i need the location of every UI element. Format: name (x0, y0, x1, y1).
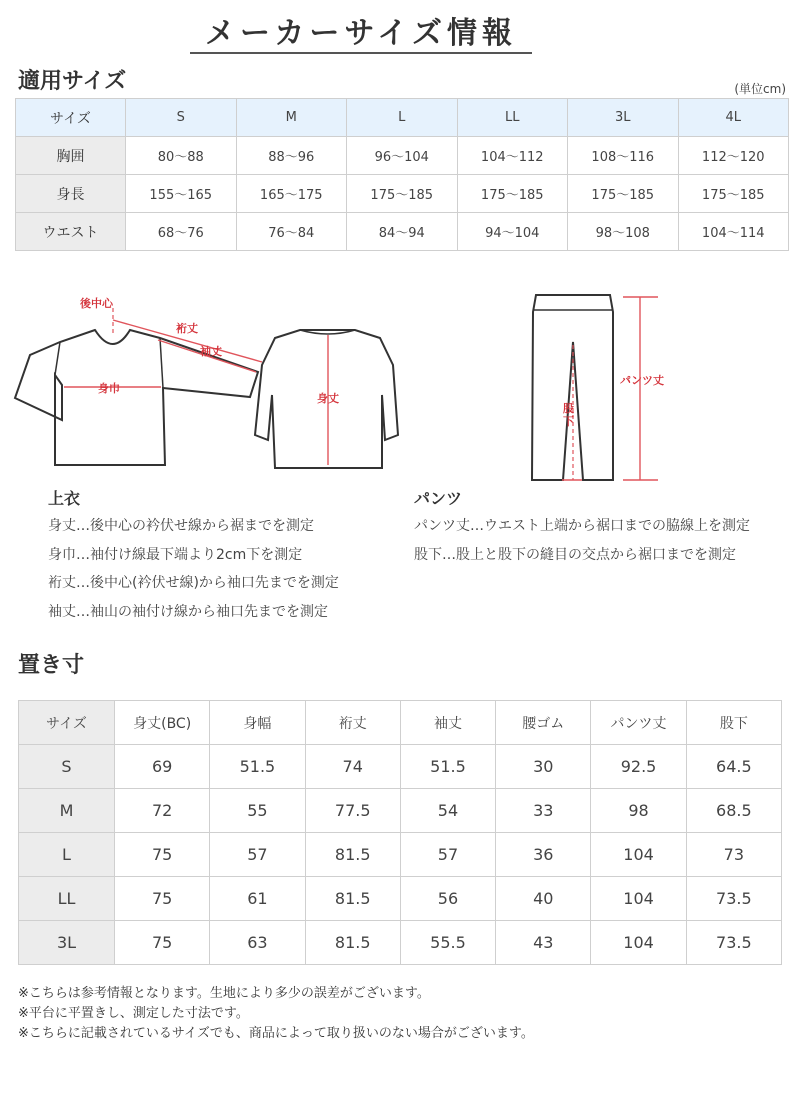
table-cell: 104〜112 (457, 137, 568, 175)
row-header-cell: 3L (19, 921, 115, 965)
label-chest: 身巾 (98, 382, 120, 395)
table-cell: 98 (591, 789, 686, 833)
table-cell: 33 (496, 789, 591, 833)
table-cell: 81.5 (305, 921, 400, 965)
table-cell: 77.5 (305, 789, 400, 833)
pants-measurement-list (414, 512, 750, 569)
table-cell: 108〜116 (568, 137, 679, 175)
table-header-cell: サイズ (16, 99, 126, 137)
table-cell: 175〜185 (347, 175, 458, 213)
table-cell: 57 (400, 833, 495, 877)
table-cell: 84〜94 (347, 213, 458, 251)
table-cell: 54 (400, 789, 495, 833)
table-cell: 73 (686, 833, 781, 877)
row-header-cell: 身長 (16, 175, 126, 213)
table-cell: 175〜185 (678, 175, 789, 213)
table-cell: 88〜96 (236, 137, 347, 175)
top-measurement-list (48, 512, 339, 626)
table-cell: 69 (115, 745, 210, 789)
table-cell: 64.5 (686, 745, 781, 789)
table-cell: 56 (400, 877, 495, 921)
label-yuki: 裄丈 (176, 322, 198, 335)
table-row (19, 789, 782, 833)
list-item: パンツ丈…ウエスト上端から裾口までの脇線上を測定 (414, 518, 750, 534)
list-item: 身巾…袖付け線最下端より2cm下を測定 (48, 546, 303, 563)
table-cell: 55.5 (400, 921, 495, 965)
table-cell: 165〜175 (236, 175, 347, 213)
table-cell: 68.5 (686, 789, 781, 833)
table-cell: 73.5 (686, 921, 781, 965)
table-header-cell: 袖丈 (400, 701, 495, 745)
table-row (16, 213, 789, 251)
table-cell: 104〜114 (678, 213, 789, 251)
table-row (19, 877, 782, 921)
table-header-cell: 裄丈 (305, 701, 400, 745)
table-header-cell: サイズ (19, 701, 115, 745)
label-sleeve: 袖丈 (200, 345, 222, 358)
table-cell: 104 (591, 833, 686, 877)
table-header-cell: 身丈(BC) (115, 701, 210, 745)
list-item: 裄丈…後中心(衿伏せ線)から袖口先までを測定 (48, 575, 339, 591)
table-cell: 61 (210, 877, 305, 921)
table-header-row (19, 701, 782, 745)
fit-size-table (15, 98, 789, 251)
table-cell: 104 (591, 921, 686, 965)
list-item: 股下…股上と股下の縫目の交点から裾口までを測定 (414, 546, 736, 563)
table-header-cell: S (126, 99, 237, 137)
table-row (16, 137, 789, 175)
top-section-heading: 上衣 (48, 489, 81, 508)
table-cell: 175〜185 (568, 175, 679, 213)
table-cell: 75 (115, 921, 210, 965)
row-header-cell: L (19, 833, 115, 877)
table-header-cell: 3L (568, 99, 679, 137)
row-header-cell: 胸囲 (16, 137, 126, 175)
note-item: ※こちらに記載されているサイズでも、商品によって取り扱いのない場合がございます。 (18, 1026, 534, 1041)
row-header-cell: ウエスト (16, 213, 126, 251)
title-underline (190, 52, 532, 54)
table-header-row (16, 99, 789, 137)
table-header-cell: 4L (678, 99, 789, 137)
label-back-center: 後中心 (80, 297, 113, 310)
label-inseam-top: 股 (563, 402, 574, 415)
fit-size-heading: 適用サイズ (18, 69, 127, 94)
list-item: 身丈…後中心の衿伏せ線から裾までを測定 (48, 518, 314, 534)
table-cell: 75 (115, 833, 210, 877)
table-header-cell: M (236, 99, 347, 137)
table-header-cell: パンツ丈 (591, 701, 686, 745)
table-cell: 40 (496, 877, 591, 921)
table-row (19, 921, 782, 965)
table-cell: 104 (591, 877, 686, 921)
flat-measure-heading: 置き寸 (18, 653, 85, 678)
note-item: ※平台に平置きし、測定した寸法です。 (18, 1006, 249, 1021)
pants-section-heading: パンツ (414, 489, 463, 508)
table-cell: 51.5 (210, 745, 305, 789)
table-row (19, 745, 782, 789)
row-header-cell: LL (19, 877, 115, 921)
table-cell: 112〜120 (678, 137, 789, 175)
table-cell: 94〜104 (457, 213, 568, 251)
label-inseam-bottom: 下 (563, 415, 574, 428)
page-title: メーカーサイズ情報 (205, 16, 517, 51)
table-header-cell: 股下 (686, 701, 781, 745)
notes-list (18, 984, 534, 1044)
table-cell: 68〜76 (126, 213, 237, 251)
note-item: ※こちらは参考情報となります。生地により多少の誤差がございます。 (18, 986, 430, 1001)
table-header-cell: 腰ゴム (496, 701, 591, 745)
table-cell: 96〜104 (347, 137, 458, 175)
table-cell: 75 (115, 877, 210, 921)
table-cell: 63 (210, 921, 305, 965)
list-item: 袖丈…袖山の袖付け線から袖口先までを測定 (48, 603, 328, 620)
table-cell: 155〜165 (126, 175, 237, 213)
unit-label: (単位cm) (734, 82, 786, 96)
label-pants-length: パンツ丈 (620, 374, 664, 387)
table-cell: 43 (496, 921, 591, 965)
table-cell: 73.5 (686, 877, 781, 921)
table-cell: 175〜185 (457, 175, 568, 213)
row-header-cell: M (19, 789, 115, 833)
table-cell: 36 (496, 833, 591, 877)
table-row (16, 175, 789, 213)
table-cell: 51.5 (400, 745, 495, 789)
table-cell: 80〜88 (126, 137, 237, 175)
table-cell: 81.5 (305, 833, 400, 877)
table-cell: 92.5 (591, 745, 686, 789)
table-cell: 81.5 (305, 877, 400, 921)
garment-diagram (0, 280, 800, 490)
table-cell: 55 (210, 789, 305, 833)
label-body-length: 身丈 (317, 392, 339, 405)
table-cell: 30 (496, 745, 591, 789)
table-header-cell: 身幅 (210, 701, 305, 745)
table-cell: 74 (305, 745, 400, 789)
table-header-cell: LL (457, 99, 568, 137)
table-cell: 57 (210, 833, 305, 877)
table-row (19, 833, 782, 877)
row-header-cell: S (19, 745, 115, 789)
table-cell: 72 (115, 789, 210, 833)
flat-measure-table (18, 700, 782, 965)
table-cell: 98〜108 (568, 213, 679, 251)
table-cell: 76〜84 (236, 213, 347, 251)
table-header-cell: L (347, 99, 458, 137)
